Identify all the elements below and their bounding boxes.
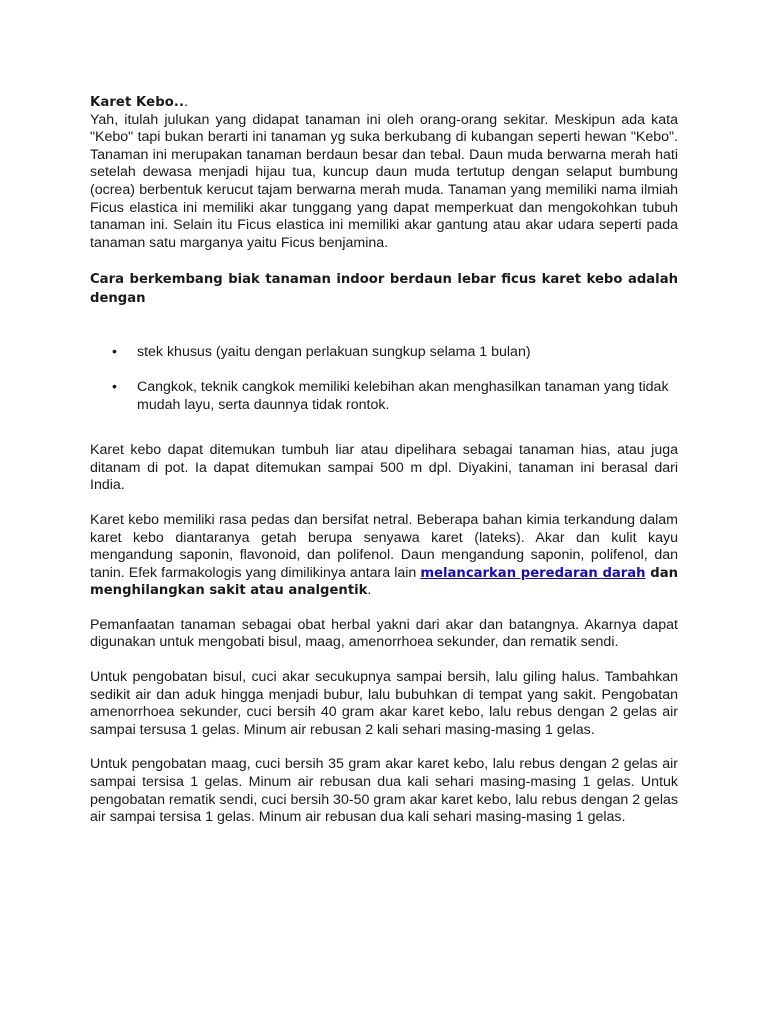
maag-treatment-paragraph: Untuk pengobatan maag, cuci bersih 35 gram akar karet kebo, lalu rebus dengan 2 gelas air sampai tersisa 1 gelas. Minum air rebusan dua kali sehari masing-masing 1 gelas. Untuk pengobatan rematik sendi, cuci bersih 30-50 gram akar karet kebo, lalu rebus dengan 2 gelas air sampai tersisa 1 gelas. Minum air rebusan dua kali sehari masing-masing 1 gelas. [90, 756, 678, 826]
chemistry-end: . [367, 582, 372, 599]
usage-paragraph: Pemanfaatan tanaman sebagai obat herbal yakni dari akar dan batangnya. Akarnya dapat digunakan untuk mengobati bisul, maag, amenorrhoea sekunder, dan rematik sendi. [90, 616, 678, 651]
blood-circulation-link[interactable]: melancarkan peredaran darah [420, 565, 646, 581]
list-item-text: Cangkok, teknik cangkok memiliki kelebihan akan menghasilkan tanaman yang tidak mudah layu, serta daunnya tidak rontok. [137, 378, 669, 413]
list-item-text: stek khusus (yaitu dengan perlakuan sungkup selama 1 bulan) [137, 344, 531, 361]
title-line [90, 94, 678, 112]
propagation-heading: Cara berkembang biak tanaman indoor berdaun lebar ficus karet kebo adalah dengan [90, 272, 678, 307]
chemistry-text: Karet kebo memiliki rasa pedas dan bersifat netral. Beberapa bahan kimia terkandung dalam karet kebo diantaranya getah berupa senyawa karet (lateks). Akar dan kulit kayu mengandung saponin, flavonoid, dan polifenol. Daun mengandung saponin, polifenol, dan tanin. Efek farmakologis yang dimilikinya antara lain [90, 511, 678, 581]
list-item [90, 344, 678, 362]
bullet-icon: • [112, 344, 117, 361]
document-page [90, 94, 678, 827]
chemistry-bold-text: dan menghilangkan sakit atau analgentik [90, 565, 678, 599]
intro-paragraph: Yah, itulah julukan yang didapat tanaman ini oleh orang-orang sekitar. Meskipun ada kata "Kebo" tapi bukan berarti ini tanaman yg suka berkubang di kubangan seperti hewan "Kebo". Tanaman ini merupakan tanaman berdaun besar dan tebal. Daun muda berwarna merah hati setelah dewasa menjadi hijau tua, kuncup daun muda tertutup dengan selaput bumbung (ocrea) berbentuk kerucut tajam berwarna merah muda. Tanaman yang memiliki nama ilmiah Ficus elastica ini memiliki akar tunggang yang dapat memperkuat dan mengokohkan tubuh tanaman ini. Selain itu Ficus elastica ini memiliki akar gantung atau akar udara seperti pada tanaman satu marganya yaitu Ficus benjamina. [90, 111, 678, 251]
bisul-treatment-paragraph: Untuk pengobatan bisul, cuci akar secukupnya sampai bersih, lalu giling halus. Tambahkan sedikit air dan aduk hingga menjadi bubur, lalu bubuhkan di tempat yang sakit. Pengobatan amenorrhoea sekunder, cuci bersih 40 gram akar karet kebo, lalu rebus dengan 2 gelas air sampai tersusa 1 gelas. Minum air rebusan 2 kali sehari masing-masing 1 gelas. [90, 669, 678, 738]
chemistry-paragraph [90, 512, 678, 600]
propagation-list [90, 344, 678, 414]
list-item [90, 379, 678, 414]
title-suffix: . [184, 94, 189, 110]
document-title: Karet Kebo.. [90, 95, 185, 110]
habitat-paragraph: Karet kebo dapat ditemukan tumbuh liar atau dipelihara sebagai tanaman hias, atau juga ditanam di pot. Ia dapat ditemukan sampai 500 m dpl. Diyakini, tanaman ini berasal dari India. [90, 442, 678, 494]
bullet-icon: • [112, 378, 117, 395]
